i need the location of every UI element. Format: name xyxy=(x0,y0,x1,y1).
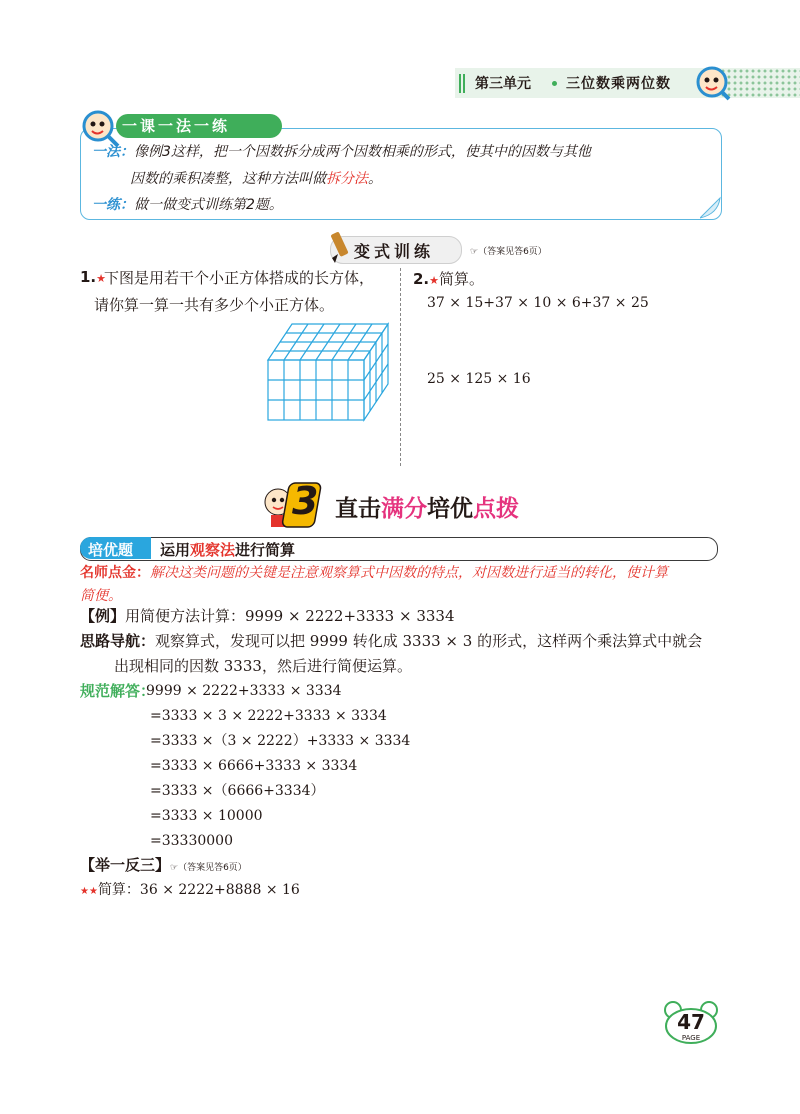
column-divider xyxy=(400,268,401,466)
method-badge-label: 一课一法一练 xyxy=(116,114,282,138)
peiyou-label: 培优题 xyxy=(88,541,134,559)
lian-text: 做一做变式训练第2题。 xyxy=(134,197,283,213)
tip-text-1: 解决这类问题的关键是注意观察算式中因数的特点，对因数进行适当的转化，使计算 xyxy=(150,565,668,581)
solution-step: =3333 × 6666+3333 × 3334 xyxy=(150,758,358,774)
lian-label: 一练： xyxy=(92,197,134,213)
section-title-c: 培优 xyxy=(427,496,473,522)
idea-text-1: 观察算式，发现可以把 9999 转化成 3333 × 3 的形式，这样两个乘法算式中就会 xyxy=(155,632,703,650)
peiyou-title-b: 观察法 xyxy=(190,541,236,559)
q2-expr-1: 37 × 15+37 × 10 × 6+37 × 25 xyxy=(427,295,649,311)
juyi-label: 【举一反三】 xyxy=(80,856,171,874)
solution-step: =33330000 xyxy=(150,833,233,849)
tip-block xyxy=(80,562,720,608)
topic-title: 三位数乘两位数 xyxy=(566,76,671,92)
page-word: PAGE xyxy=(681,1034,701,1042)
example-label: 【例】 xyxy=(80,607,126,625)
solution-step: =3333 ×（3 × 2222）+3333 × 3334 xyxy=(150,733,411,749)
tip-text-2: 简便。 xyxy=(80,588,122,604)
solution-label: 规范解答： xyxy=(80,682,156,700)
juyi-line xyxy=(80,854,247,875)
fa-highlight: 拆分法 xyxy=(326,171,368,187)
q1-num: 1. xyxy=(80,268,97,286)
solution-step: =3333 × 10000 xyxy=(150,808,263,824)
q1-line-2: 请你算一算一共有多少个小正方体。 xyxy=(94,296,335,314)
fa-text-1: 像例3这样，把一个因数拆分成两个因数相乘的形式，使其中的因数与其他 xyxy=(134,144,591,160)
section-title-d: 点拨 xyxy=(473,496,519,522)
solution-steps xyxy=(146,679,410,854)
magnifier-mascot-icon xyxy=(695,65,731,101)
header-bar-icon xyxy=(459,74,465,93)
pencil-icon xyxy=(326,230,354,264)
q1-number xyxy=(80,268,106,286)
q2-star-icon: ★ xyxy=(429,274,440,287)
lian-line xyxy=(92,192,283,218)
q2-num: 2. xyxy=(413,270,430,288)
page-curl-icon xyxy=(700,196,724,220)
peiyou-title xyxy=(160,539,295,560)
idea-label: 思路导航： xyxy=(80,632,156,650)
fa-text-2: 因数的乘积凑整，这种方法叫做 xyxy=(130,171,326,187)
peiyou-title-c: 进行简算 xyxy=(235,541,296,559)
practice-title: 变式训练 xyxy=(354,242,435,261)
fa-label: 一法： xyxy=(92,144,134,160)
fa-line-1 xyxy=(92,139,591,165)
q1-line-1: 下图是用若干个小正方体搭成的长方体， xyxy=(104,269,375,287)
juyi-stars-icon: ★★ xyxy=(80,886,98,897)
fa-line-2 xyxy=(130,166,382,192)
juyi-note: ☞（答案见答6页） xyxy=(170,863,247,873)
fa-end: 。 xyxy=(368,171,382,187)
header-dot-pattern xyxy=(720,68,800,98)
solution-step: =3333 ×（6666+3334） xyxy=(150,783,325,799)
q1-star-icon: ★ xyxy=(96,272,107,285)
peiyou-title-a: 运用 xyxy=(160,541,191,559)
section-number: 3 xyxy=(292,479,319,523)
cuboid-figure xyxy=(266,320,390,422)
example-line xyxy=(80,604,455,629)
q2-expr-2: 25 × 125 × 16 xyxy=(427,371,531,387)
juyi-question xyxy=(80,879,300,899)
solution-step: =3333 × 3 × 2222+3333 × 3334 xyxy=(150,708,387,724)
q2-number xyxy=(413,268,484,289)
example-text: 用简便方法计算：9999 × 2222+3333 × 3334 xyxy=(125,607,455,625)
q2-label: 简算。 xyxy=(439,270,485,288)
page-number: 47 xyxy=(677,1010,705,1034)
section-title xyxy=(335,490,519,523)
section-title-b: 满分 xyxy=(381,496,427,522)
section-title-a: 直击 xyxy=(335,496,381,522)
header-separator-dot xyxy=(552,81,557,86)
unit-title: 第三单元 xyxy=(475,76,531,92)
method-badge xyxy=(78,108,278,142)
tip-label: 名师点金： xyxy=(80,565,150,581)
idea-text-2: 出现相同的因数 3333，然后进行简便运算。 xyxy=(114,657,412,675)
juyi-text: 简算：36 × 2222+8888 × 16 xyxy=(97,882,300,898)
idea-line-1 xyxy=(80,629,702,654)
solution-step: 9999 × 2222+3333 × 3334 xyxy=(146,683,342,699)
practice-answer-note: ☞（答案见答6页） xyxy=(470,247,547,257)
